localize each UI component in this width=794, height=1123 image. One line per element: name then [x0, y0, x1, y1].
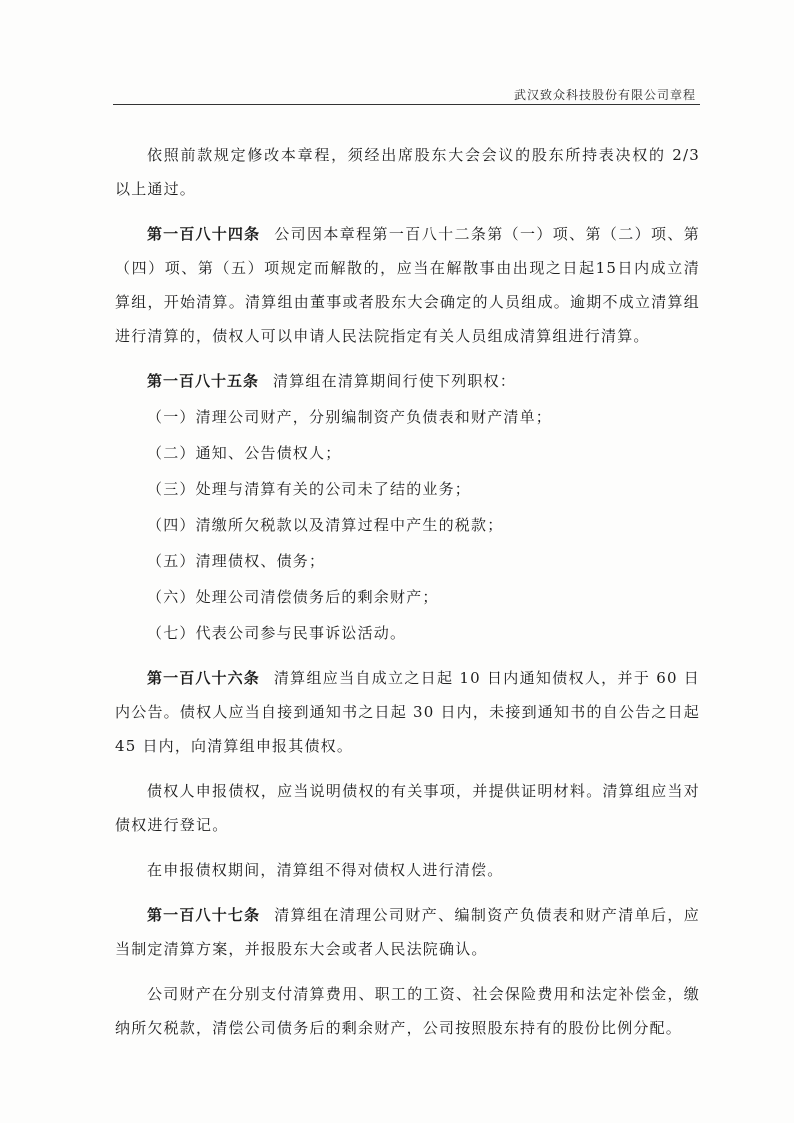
article-number: 第一百八十七条 [147, 906, 261, 924]
paragraph-claim-declaration: 债权人申报债权，应当说明债权的有关事项，并提供证明材料。清算组应当对债权进行登记。 [115, 782, 700, 834]
article-184 [115, 217, 700, 353]
list-item: （六）处理公司清偿债务后的剩余财产； [147, 588, 439, 606]
article-number: 第一百八十六条 [147, 669, 260, 687]
list-item: （五）清理债权、债务； [147, 552, 326, 570]
header-divider [113, 104, 700, 105]
document-body [115, 138, 700, 1056]
header-title: 武汉致众科技股份有限公司章程 [513, 88, 696, 102]
article-187 [115, 898, 700, 966]
paragraph-no-repayment: 在申报债权期间，清算组不得对债权人进行清偿。 [147, 861, 504, 879]
paragraph-asset-distribution: 公司财产在分别支付清算费用、职工的工资、社会保险费用和法定补偿金，缴纳所欠税款，清偿公司债务后的剩余财产，公司按照股东持有的股份比例分配。 [115, 985, 700, 1037]
article-number: 第一百八十四条 [147, 225, 261, 243]
list-item: （七）代表公司参与民事诉讼活动。 [147, 624, 407, 642]
article-text: 清算组应当自成立之日起 10 日内通知债权人，并于 60 日内公告。债权人应当自接到通知书之日起 30 日内，未接到通知书的自公告之日起 45 日内，向清算组申报其债权。 [115, 669, 700, 755]
list-item: （三）处理与清算有关的公司未了结的业务； [147, 480, 472, 498]
list-item: （四）清缴所欠税款以及清算过程中产生的税款； [147, 516, 504, 534]
article-text: 公司因本章程第一百八十二条第（一）项、第（二）项、第（四）项、第（五）项规定而解散的，应当在解散事由出现之日起15日内成立清算组，开始清算。清算组由董事或者股东大会确定的人员组成。逾期不成立清算组进行清算的，债权人可以申请人民法院指定有关人员组成清算组进行清算。 [115, 225, 700, 345]
article-185 [115, 364, 700, 398]
article-text: 清算组在清算期间行使下列职权： [273, 372, 517, 390]
list-item: （一）清理公司财产，分别编制资产负债表和财产清单； [147, 408, 553, 426]
paragraph-amendment-approval: 依照前款规定修改本章程，须经出席股东大会会议的股东所持表决权的 2/3 以上通过。 [115, 146, 700, 198]
list-item: （二）通知、公告债权人； [147, 444, 342, 462]
article-text: 清算组在清理公司财产、编制资产负债表和财产清单后，应当制定清算方案，并报股东大会或者人民法院确认。 [115, 906, 700, 958]
article-number: 第一百八十五条 [147, 372, 260, 390]
article-186 [115, 661, 700, 763]
